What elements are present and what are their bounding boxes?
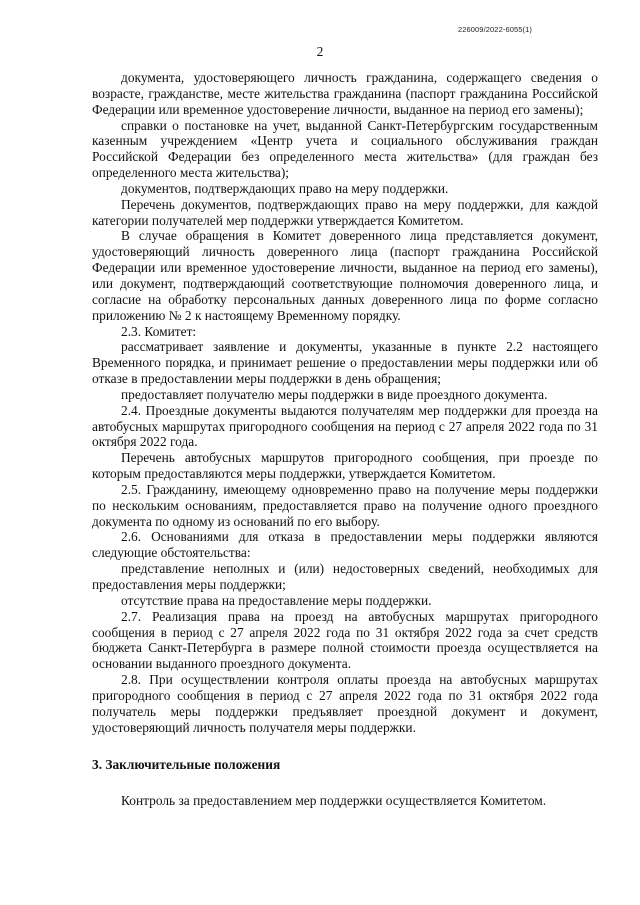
paragraph-no-right: отсутствие права на предоставление меры поддержки. bbox=[121, 592, 432, 608]
paragraph-2-8: 2.8. При осуществлении контроля оплаты проезда на автобусных маршрутах пригородного сообщения в период с 27 апреля 2022 года по 31 октября 2022 года получатель меры поддержки предъявляет проездной документ и документ, удостоверяющий личность получателя меры поддержки. bbox=[92, 672, 598, 735]
paragraph-2-5: 2.5. Гражданину, имеющему одновременно право на получение меры поддержки по нескольким основаниям, предоставляется право на получение одного проездного документа по одному из оснований по его выбору. bbox=[92, 481, 598, 529]
paragraph-2-3-heading: 2.3. Комитет: bbox=[121, 323, 197, 339]
paragraph-bus-routes-list: Перечень автобусных маршрутов пригородного сообщения, при проезде по которым предоставляются меры поддержки, утверждается Комитетом. bbox=[92, 450, 598, 482]
paragraph-incomplete-info: представление неполных и (или) недостоверных сведений, необходимых для предоставления меры поддержки; bbox=[92, 561, 598, 592]
paragraph-final-control: Контроль за предоставлением мер поддержки осуществляется Комитетом. bbox=[121, 793, 547, 809]
paragraph-2-6: 2.6. Основаниями для отказа в предоставлении меры поддержки являются следующие обстоятельства: bbox=[92, 529, 598, 561]
document-body bbox=[92, 70, 598, 809]
paragraph-document-identity: документа, удостоверяющего личность гражданина, содержащего сведения о возрасте, гражданстве, месте жительства гражданина (паспорт гражданина Российской Федерации или временное удостоверение личности, выданное на период его замены); bbox=[92, 70, 598, 117]
paragraph-2-7: 2.7. Реализация права на проезд на автобусных маршрутах пригородного сообщения в период с 27 апреля 2022 года по 31 октября 2022 года за счет средств бюджета Санкт-Петербурга в размере полной стоимости проезда осуществляется на основании выданного проездного документа. bbox=[92, 608, 598, 672]
paragraph-committee-provides: предоставляет получателю меры поддержки в виде проездного документа. bbox=[121, 386, 548, 402]
paragraph-registration-certificate: справки о постановке на учет, выданной Санкт-Петербургским государственным казенным учреждением «Центр учета и социального обслуживания граждан Российской Федерации без определенного места жительства» (для граждан без определенного места жительства); bbox=[92, 117, 598, 181]
document-number: 226009/2022-6055(1) bbox=[457, 25, 532, 34]
paragraph-trusted-person: В случае обращения в Комитет доверенного лица представляется документ, удостоверяющий личность доверенного лица (паспорт гражданина Российской Федерации или временное удостоверение личности, выданное на период его замены), или документ, подтверждающий соответствующие полномочия доверенного лица, и согласие на обработку персональных данных доверенного лица по форме согласно приложению № 2 к настоящему Временному порядку. bbox=[92, 228, 598, 323]
paragraph-2-4: 2.4. Проездные документы выдаются получателям мер поддержки для проезда на автобусных маршрутах пригородного сообщения на период с 27 апреля 2022 года по 31 октября 2022 года. bbox=[92, 402, 598, 450]
section-3-heading: 3. Заключительные положения bbox=[92, 757, 281, 773]
paragraph-committee-review: рассматривает заявление и документы, указанные в пункте 2.2 настоящего Временного порядка, и принимает решение о предоставлении меры поддержки или об отказе в предоставлении меры поддержки в день обращения; bbox=[92, 339, 598, 387]
page-number: 2 bbox=[316, 44, 324, 59]
paragraph-documents-list: Перечень документов, подтверждающих право на меру поддержки, для каждой категории получателей мер поддержки утверждается Комитетом. bbox=[92, 196, 598, 228]
paragraph-eligibility-documents: документов, подтверждающих право на меру поддержки. bbox=[121, 180, 449, 196]
